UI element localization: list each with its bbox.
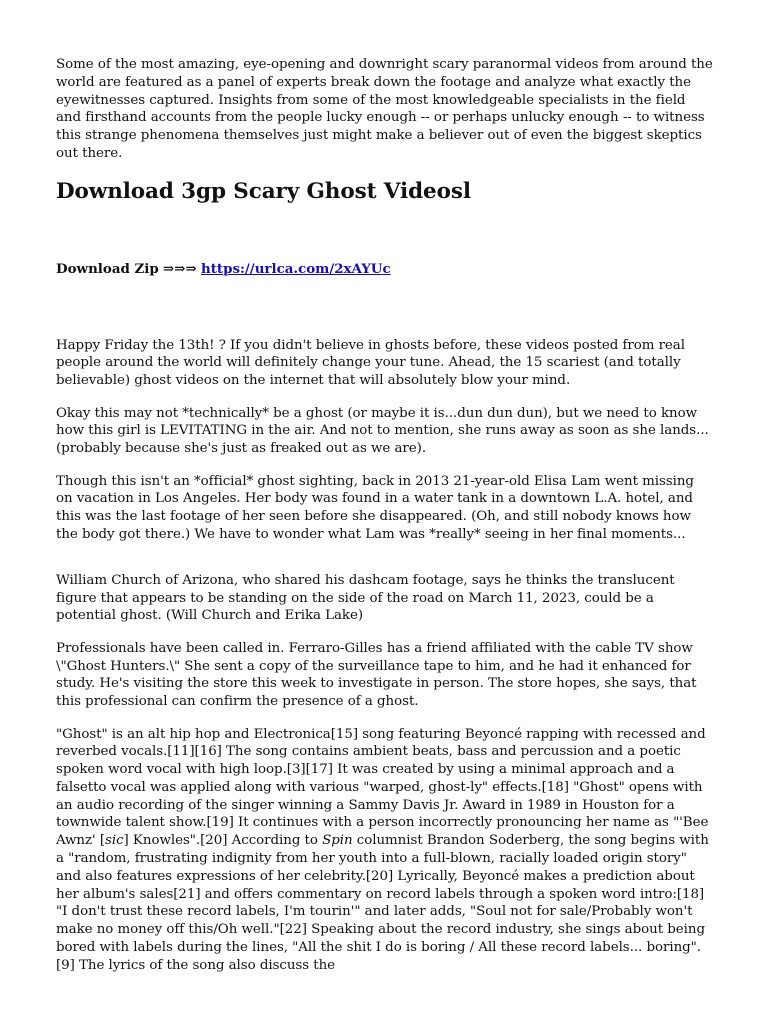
paragraph-ghost-hunters: Professionals have been called in. Ferraro-Gilles has a friend affiliated with the cable TV show \"Ghost Hunters.\" She sent a copy of the surveillance tape to him, and he had it enhanced for study. He's visiting the store this week to investigate in person. The store hopes, she says, that this professional can confirm the presence of a ghost. — [56, 640, 697, 710]
download-line — [56, 261, 714, 279]
ghost-song-text-3: columnist Brandon Soderberg, the song begins with a "random, frustrating indignity from her youth into a full-blown, racially loaded origin story" and also features expressions of her celebrity.[20] Lyrically, Beyoncé makes a prediction about her album's sales[21] and offers commentary on record labels through a spoken word intro:[18] "I don't trust these record labels, I'm tourin'" and later adds, "Soul not for sale/Probably won't make no money off this/Oh well."[22] Speaking about the record industry, she sings about being bored with labels during the lines, "All the shit I do is boring / All these record labels... boring".[9] The lyrics of the song also discuss the — [56, 833, 709, 973]
download-label: Download Zip — [56, 260, 159, 277]
arrow-icon: ⇒⇒⇒ — [163, 260, 197, 277]
intro-paragraph: Some of the most amazing, eye-opening and downright scary paranormal videos from around the world are featured as a panel of experts break down the footage and analyze what exactly the eyewitnesses captured. Insights from some of the most knowledgeable specialists in the field and firsthand accounts from the people lucky enough -- or perhaps unlucky enough -- to witness this strange phenomena themselves just might make a believer out of even the biggest skeptics out there. — [56, 57, 713, 161]
ghost-song-text-1: "Ghost" is an alt hip hop and Electronica[15] song featuring Beyoncé rapping with recessed and reverbed vocals.[11][16] The song contains ambient beats, bass and percussion and a poetic spoken word vocal with high loop.[3][17] It was created by using a minimal approach and a falsetto vocal was applied along with various "warped, ghost-ly" effects.[18] "Ghost" opens with an audio recording of the singer winning a Sammy Davis Jr. Award in 1989 in Houston for a townwide talent show.[19] It continues with a person incorrectly pronouncing her name as "'Bee Awnz' [ — [56, 726, 709, 849]
ghost-song-text-2: ] Knowles".[20] According to — [123, 833, 323, 849]
paragraph-friday: Happy Friday the 13th! ? If you didn't believe in ghosts before, these videos posted from real people around the world will definitely change your tune. Ahead, the 15 scariest (and totally believable) ghost videos on the internet that will absolutely blow your mind. — [56, 337, 685, 389]
paragraph-levitating: Okay this may not *technically* be a ghost (or maybe it is...dun dun dun), but we need to know how this girl is LEVITATING in the air. And not to mention, she runs away as soon as she lands...(probably because she's just as freaked out as we are). — [56, 405, 709, 457]
paragraph-dashcam: William Church of Arizona, who shared his dashcam footage, says he thinks the translucent figure that appears to be standing on the side of the road on March 11, 2023, could be a potential ghost. (Will Church and Erika Lake) — [56, 572, 675, 624]
spacer — [56, 279, 714, 337]
spin-italic: Spin — [322, 833, 353, 849]
sic-italic: sic — [105, 833, 124, 849]
paragraph-ghost-song — [56, 726, 714, 975]
download-link[interactable]: https://urlca.com/2xAYUc — [200, 260, 391, 277]
page-title: Download 3gp Scary Ghost Videosl — [56, 178, 471, 204]
paragraph-elisa-lam: Though this isn't an *official* ghost sighting, back in 2013 21-year-old Elisa Lam went missing on vacation in Los Angeles. Her body was found in a water tank in a downtown L.A. hotel, and this was the last footage of her seen before she disappeared. (Oh, and still nobody knows how the body got there.) We have to wonder what Lam was *really* seeing in her final moments... — [56, 473, 694, 542]
